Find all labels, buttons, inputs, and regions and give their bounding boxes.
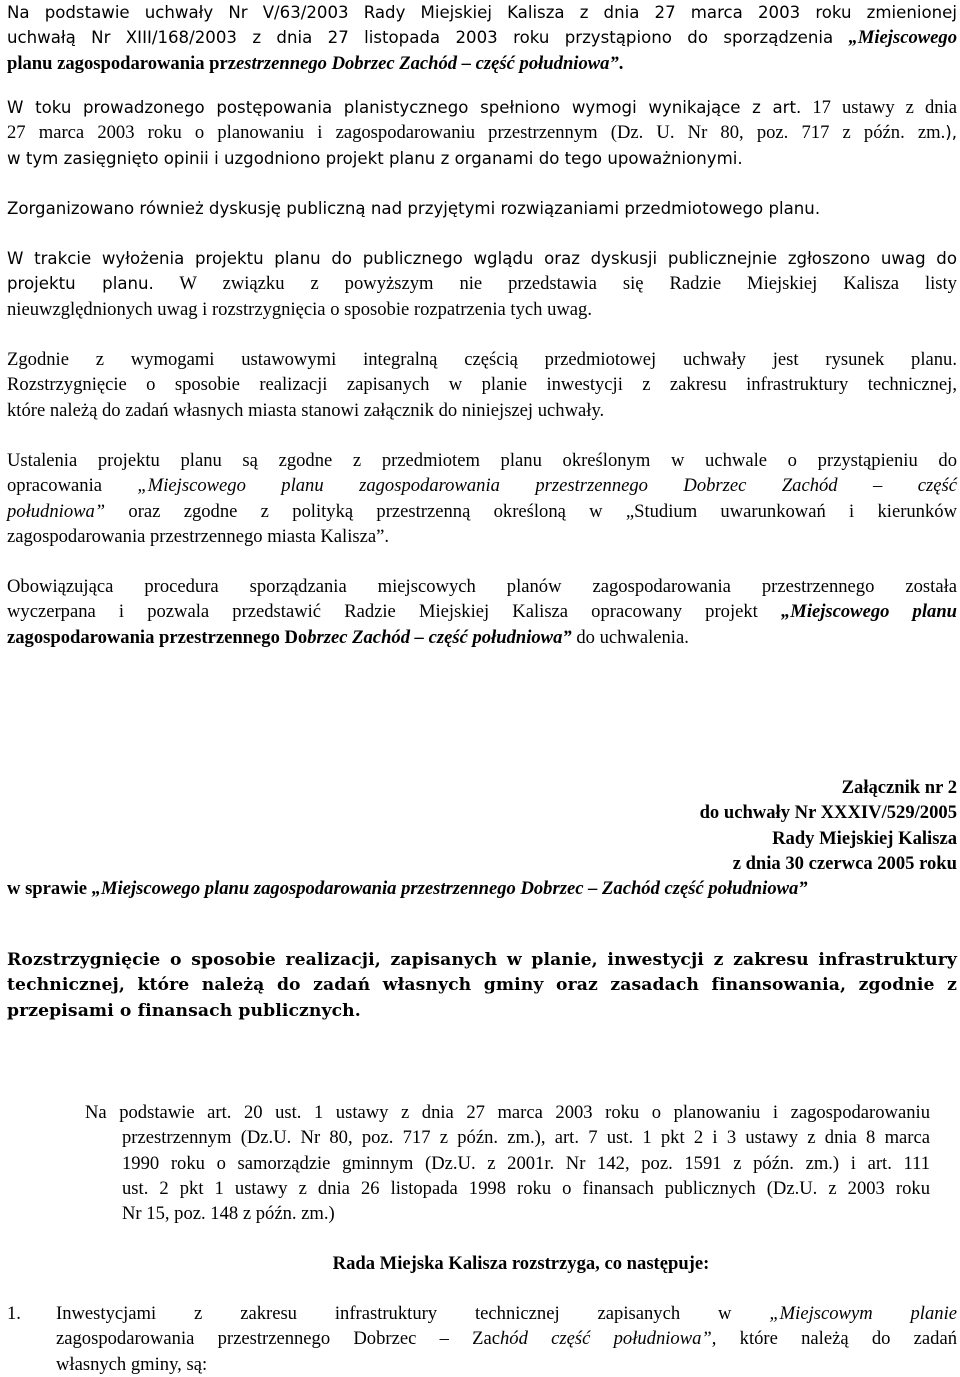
paragraph-remarks bbox=[7, 246, 957, 322]
text-span: wyczerpana i pozwala przedstawić Radzie Miejskiej Kalisza opracowany projekt bbox=[7, 601, 781, 623]
text-span: Na podstawie uchwały Nr V/63/2003 Rady Miejskiej Kalisza z dnia 27 marca 2003 roku zmienionej bbox=[7, 3, 957, 22]
text-line: Na podstawie art. 20 ust. 1 ustawy z dnia 27 marca 2003 roku o planowaniu i zagospodarowaniu bbox=[85, 1102, 930, 1123]
text-span: W związku z powyższym nie przedstawia się Radzie Miejskiej Kalisza listy bbox=[153, 273, 957, 295]
text-span: . bbox=[618, 52, 624, 74]
text-span: uchwałą Nr XIII/168/2003 z dnia 27 listopada 2003 roku przystąpiono do sporządzenia bbox=[7, 28, 849, 48]
legal-basis-block bbox=[85, 1100, 930, 1226]
text-line: nieuwzględnionych uwag i rozstrzygnięcia o sposobie rozpatrzenia tych uwag. bbox=[7, 298, 592, 320]
text-line: własnych gminy, są: bbox=[56, 1353, 208, 1375]
item-number: 1. bbox=[7, 1303, 21, 1324]
subject-line bbox=[7, 876, 957, 901]
annex-header bbox=[0, 775, 957, 876]
text-span: 27 marca 2003 roku o planowaniu i zagospodarowaniu przestrzennym (Dz. U. Nr 80, poz. 717 z późn. zm. bbox=[7, 122, 946, 144]
paragraph-compliance bbox=[7, 448, 957, 549]
text-line: ust. 2 pkt 1 ustawy z dnia 26 listopada 1998 roku o finansach publicznych (Dz.U. z 2003 roku bbox=[122, 1177, 930, 1199]
text-line: Rozstrzygnięcie o sposobie realizacji zapisanych w planie inwestycji z zakresu infrastruktury technicznej, bbox=[7, 374, 957, 396]
paragraph-intro bbox=[7, 0, 957, 76]
annex-council: Rady Miejskiej Kalisza bbox=[772, 827, 957, 849]
text-line bbox=[7, 599, 957, 624]
paragraph-discussion bbox=[7, 196, 957, 221]
text-line bbox=[7, 0, 957, 25]
text-span: zagospodarowania przestrzennego Dobrzec – Zac bbox=[56, 1328, 500, 1350]
annex-number: Załącznik nr 2 bbox=[841, 777, 957, 798]
annex-date: z dnia 30 czerwca 2005 roku bbox=[732, 852, 957, 874]
text-span: zagospodarowania przestrzennego Do bbox=[7, 626, 308, 648]
text-line: w tym zasięgnięto opinii i uzgodniono projekt planu z organami do tego upoważnionymi. bbox=[7, 148, 743, 168]
text-span: , które należą do zadań bbox=[711, 1328, 958, 1350]
text-line bbox=[7, 120, 957, 145]
plan-title: „Miejscowego planu zagospodarowania przestrzennego Dobrzec – Zachód część południowa” bbox=[91, 878, 808, 899]
text-span: W toku prowadzonego postępowania planistycznego spełniono wymogi wynikające z art. bbox=[7, 98, 802, 117]
plan-title: „Miejscowym planie bbox=[769, 1303, 957, 1324]
text-line bbox=[7, 499, 957, 524]
text-span: planu zagospodarowania prz bbox=[7, 52, 237, 74]
section-heading bbox=[7, 948, 957, 1024]
text-span: w sprawie bbox=[7, 878, 92, 899]
text-line: które należą do zadań własnych miasta stanowi załącznik do niniejszej uchwały. bbox=[7, 399, 605, 421]
paragraph-drawing bbox=[7, 347, 957, 423]
plan-title: „Miejscowego planu bbox=[780, 601, 958, 623]
text-line: zagospodarowania przestrzennego miasta Kalisza”. bbox=[7, 525, 390, 547]
plan-title: hód część południowa” bbox=[500, 1328, 712, 1350]
text-line bbox=[7, 95, 957, 120]
item-1-body bbox=[56, 1301, 957, 1377]
text-line: Zgodnie z wymogami ustawowymi integralną częścią przedmiotowej uchwały jest rysunek planu. bbox=[7, 349, 957, 370]
text-line: Rozstrzygnięcie o sposobie realizacji, zapisanych w planie, inwestycji z zakresu infrastruktury bbox=[7, 950, 957, 970]
plan-title: „Miejscowego planu zagospodarowania przestrzennego Dobrzec Zachód – część bbox=[137, 475, 957, 497]
text-line: przestrzennym (Dz.U. Nr 80, poz. 717 z późn. zm.), art. 7 ust. 1 pkt 2 i 3 ustawy z dnia 8 marca bbox=[122, 1127, 930, 1149]
plan-title: estrzennego Dobrzec Zachód – część południowa” bbox=[236, 52, 619, 74]
text-line bbox=[7, 271, 957, 296]
text-span: ), bbox=[945, 123, 957, 143]
paragraph-procedure bbox=[7, 95, 957, 171]
text-line bbox=[7, 876, 957, 901]
text-line: Obowiązująca procedura sporządzania miejscowych planów zagospodarowania przestrzennego została bbox=[7, 576, 957, 597]
text-line: Zorganizowano również dyskusję publiczną nad przyjętymi rozwiązaniami przedmiotowego planu. bbox=[7, 199, 821, 218]
plan-title: południowa” bbox=[7, 500, 106, 522]
text-span: projektu planu. bbox=[7, 274, 154, 294]
text-line bbox=[7, 473, 957, 498]
text-span: do uchwalenia. bbox=[571, 626, 689, 648]
plan-title: brzec Zachód – część południowa” bbox=[307, 626, 572, 648]
text-line: Rada Miejska Kalisza rozstrzyga, co następuje: bbox=[332, 1253, 710, 1274]
text-span: 17 ustawy z dnia bbox=[801, 97, 957, 118]
text-line: W trakcie wyłożenia projektu planu do publicznego wglądu oraz dyskusji publicznejnie zgłoszono uwag do bbox=[7, 249, 957, 268]
text-span: opracowania bbox=[7, 475, 138, 497]
text-span: Inwestycjami z zakresu infrastruktury technicznej zapisanych w bbox=[56, 1303, 770, 1324]
text-line bbox=[7, 25, 957, 50]
text-line: Ustalenia projektu planu są zgodne z przedmiotem planu określonym w uchwale o przystąpieniu do bbox=[7, 450, 957, 471]
paragraph-conclusion bbox=[7, 574, 957, 650]
annex-resolution: do uchwały Nr XXXIV/529/2005 bbox=[699, 802, 957, 824]
text-line: przepisami o finansach publicznych. bbox=[7, 1000, 361, 1021]
text-line: technicznej, które należą do zadań własnych gminy oraz zasadach finansowania, zgodnie z bbox=[7, 975, 957, 996]
text-line bbox=[56, 1326, 957, 1351]
text-line bbox=[56, 1301, 957, 1326]
text-line bbox=[7, 51, 957, 76]
resolution-statement bbox=[0, 1251, 960, 1276]
text-span: oraz zgodne z polityką przestrzenną określoną w „Studium uwarunkowań i kierunków bbox=[105, 500, 957, 522]
text-line bbox=[7, 625, 957, 650]
text-line: Nr 15, poz. 148 z późn. zm.) bbox=[122, 1203, 335, 1225]
plan-title: „Miejscowego bbox=[848, 27, 957, 49]
text-line: 1990 roku o samorządzie gminnym (Dz.U. z 2001r. Nr 142, poz. 1591 z późn. zm.) i art. 111 bbox=[122, 1152, 930, 1174]
